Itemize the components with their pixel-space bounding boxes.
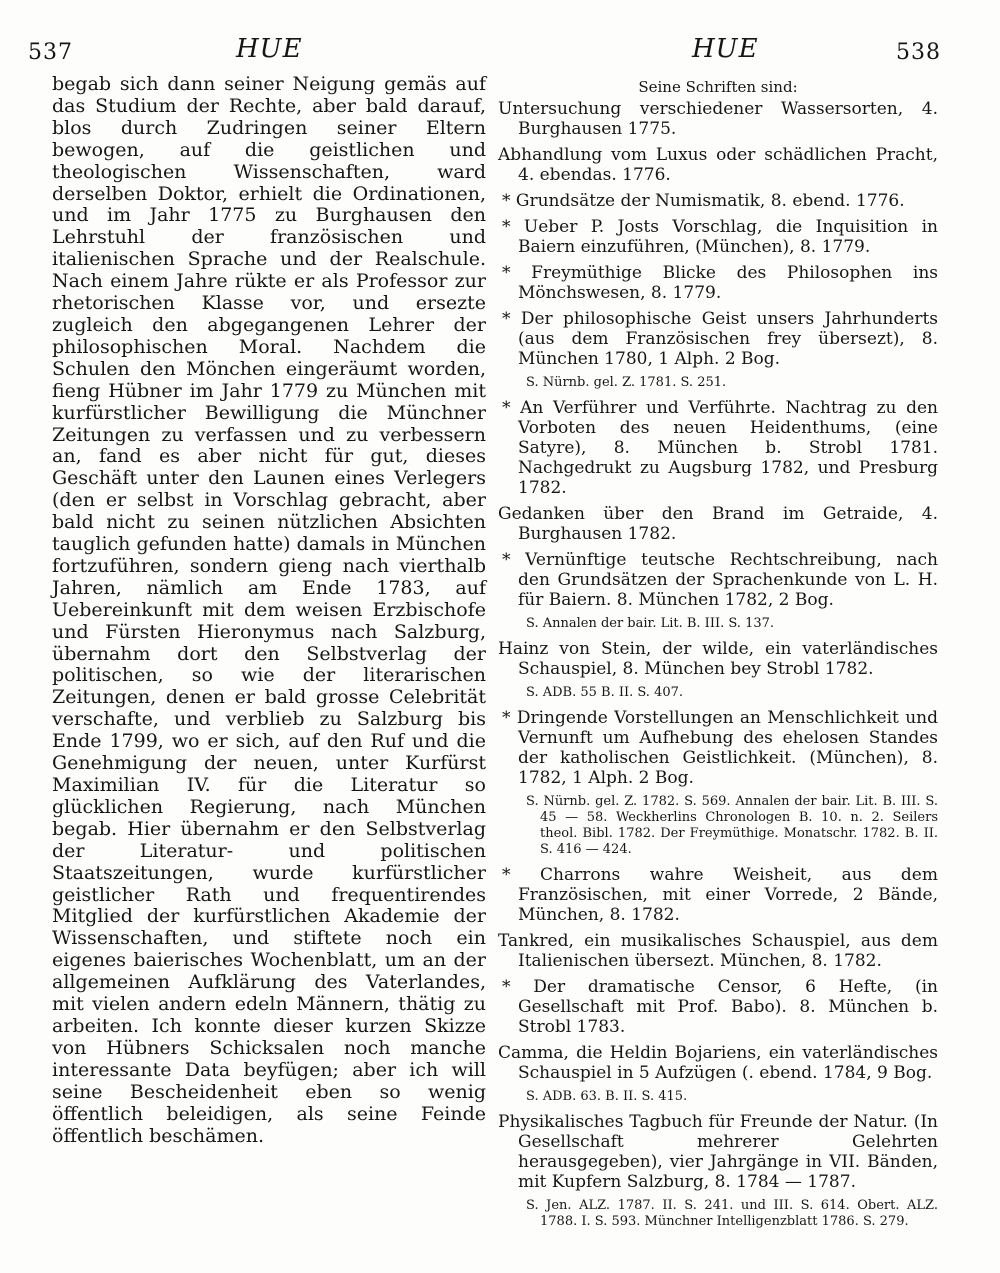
bibliography-entry: * Grundsätze der Numismatik, 8. ebend. 1776. bbox=[502, 191, 905, 211]
running-head-left: HUE bbox=[236, 34, 303, 64]
bibliography-reference: S. Jen. ALZ. 1787. II. S. 241. und III. S. 614. Obert. ALZ. 1788. I. S. 593. Münchner Intelligenzblatt 1786. S. 279. bbox=[526, 1198, 938, 1229]
left-column bbox=[52, 74, 486, 1147]
bibliography-entry: * Dringende Vorstellungen an Menschlichkeit und Vernunft um Aufhebung des ehelosen Standes der katholischen Geistlichkeit. (München), 8. 1782, 1 Alph. 2 Bog. bbox=[502, 708, 938, 788]
running-head-right: HUE bbox=[692, 34, 759, 64]
bibliography-entry: Physikalisches Tagbuch für Freunde der Natur. (In Gesellschaft mehrerer Gelehrten herausgegeben), vier Jahrgänge in VII. Bänden, mit Kupfern Salzburg, 8. 1784 — 1787. bbox=[498, 1112, 938, 1192]
bibliography-reference: S. Nürnb. gel. Z. 1782. S. 569. Annalen der bair. Lit. B. III. S. 45 — 58. Weckherlins Chronologen B. 10. n. 2. Seilers theol. Bibl. 1782. Der Freymüthige. Monatschr. 1782. B. II. S. 416 — 424. bbox=[526, 794, 938, 857]
page-header bbox=[0, 34, 1000, 74]
bibliography-entry: Camma, die Heldin Bojariens, ein vaterländisches Schauspiel in 5 Aufzügen (. ebend. 1784, 9 Bog. bbox=[498, 1043, 938, 1083]
writings-subheading: Seine Schriften sind: bbox=[638, 78, 798, 96]
page-number-left: 537 bbox=[28, 40, 73, 65]
bibliography-reference: S. ADB. 63. B. II. S. 415. bbox=[526, 1089, 688, 1104]
bibliography-entry: * An Verführer und Verführte. Nachtrag zu den Vorboten des neuen Heidenthums, (eine Satyre), 8. München b. Strobl 1781. Nachgedrukt zu Augsburg 1782, und Presburg 1782. bbox=[502, 398, 938, 498]
bibliography-entry: Gedanken über den Brand im Getraide, 4. Burghausen 1782. bbox=[498, 504, 938, 544]
right-column bbox=[498, 74, 938, 1237]
bibliography-entry: Untersuchung verschiedener Wassersorten, 4. Burghausen 1775. bbox=[498, 99, 938, 139]
bibliography-entry: Hainz von Stein, der wilde, ein vaterländisches Schauspiel, 8. München bey Strobl 1782. bbox=[498, 639, 938, 679]
bibliography-entry: * Der dramatische Censor, 6 Hefte, (in Gesellschaft mit Prof. Babo). 8. München b. Strobl 1783. bbox=[502, 977, 938, 1037]
biography-paragraph: begab sich dann seiner Neigung gemäs auf das Studium der Rechte, aber bald darauf, blos durch Zudringen seiner Eltern bewogen, auf die geistlichen und theologischen Wissenschaften, ward derselben Doktor, erhielt die Ordinationen, und im Jahr 1775 zu Burghausen den Lehrstuhl der französischen und italienischen Sprache und der Realschule. Nach einem Jahre rükte er als Professor zur rhetorischen Klasse vor, und ersezte zugleich den abgegangenen Lehrer der philosophischen Moral. Nachdem die Schulen den Mönchen eingeräumt worden, fieng Hübner im Jahr 1779 zu München mit kurfürstlicher Bewilligung die Münchner Zeitungen zu verfassen und zu verbessern an, fand es aber nicht für gut, dieses Geschäft unter den Launen eines Verlegers (den er selbst in Vorschlag gebracht, aber bald nicht zu seinen nützlichen Absichten tauglich gefunden hatte) damals in München fortzuführen, sondern gieng nach vierthalb Jahren, nämlich am Ende 1783, auf Uebereinkunft mit dem weisen Erzbischofe und Fürsten Hieronymus nach Salzburg, übernahm dort den Selbstverlag der politischen, so wie der literarischen Zeitungen, denen er bald grosse Celebrität verschafte, und verblieb zu Salzburg bis Ende 1799, wo er sich, auf den Ruf und die Genehmigung der neuen, unter Kurfürst Maximilian IV. für die Literatur so glücklichen Regierung, nach München begab. Hier übernahm er den Selbstverlag der Literatur- und politischen Staatszeitungen, wurde kurfürstlicher geistlicher Rath und frequentirendes Mitglied der kurfürstlichen Akademie der Wissenschaften, und stiftete noch ein eigenes baierisches Wochenblatt, um an der allgemeinen Aufklärung des Vaterlandes, mit vielen andern edeln Männern, thätig zu arbeiten. Ich konnte dieser kurzen Skizze von Hübners Schicksalen noch manche interessante Data beyfügen; aber ich will seine Bescheidenheit eben so wenig öffentlich beleidigen, als seine Feinde öffentlich beschämen. bbox=[52, 73, 486, 1147]
bibliography-entry: * Ueber P. Josts Vorschlag, die Inquisition in Baiern einzuführen, (München), 8. 1779. bbox=[502, 217, 938, 257]
bibliography-reference: S. Annalen der bair. Lit. B. III. S. 137. bbox=[526, 616, 775, 631]
bibliography-entry: * Vernünftige teutsche Rechtschreibung, nach den Grundsätzen der Sprachenkunde von L. H. für Baiern. 8. München 1782, 2 Bog. bbox=[502, 550, 938, 610]
bibliography-entry: * Charrons wahre Weisheit, aus dem Französischen, mit einer Vorrede, 2 Bände, München, 8. 1782. bbox=[502, 865, 938, 925]
bibliography-entry: * Freymüthige Blicke des Philosophen ins Mönchswesen, 8. 1779. bbox=[502, 263, 938, 303]
bibliography-list bbox=[498, 99, 938, 1230]
bibliography-reference: S. Nürnb. gel. Z. 1781. S. 251. bbox=[526, 375, 727, 390]
bibliography-entry: Tankred, ein musikalisches Schauspiel, aus dem Italienischen übersezt. München, 8. 1782. bbox=[498, 931, 938, 971]
bibliography-reference: S. ADB. 55 B. II. S. 407. bbox=[526, 685, 684, 700]
bibliography-entry: * Der philosophische Geist unsers Jahrhunderts (aus dem Französischen frey übersezt), 8. München 1780, 1 Alph. 2 Bog. bbox=[502, 309, 938, 369]
page-number-right: 538 bbox=[896, 40, 941, 65]
bibliography-entry: Abhandlung vom Luxus oder schädlichen Pracht, 4. ebendas. 1776. bbox=[498, 145, 938, 185]
